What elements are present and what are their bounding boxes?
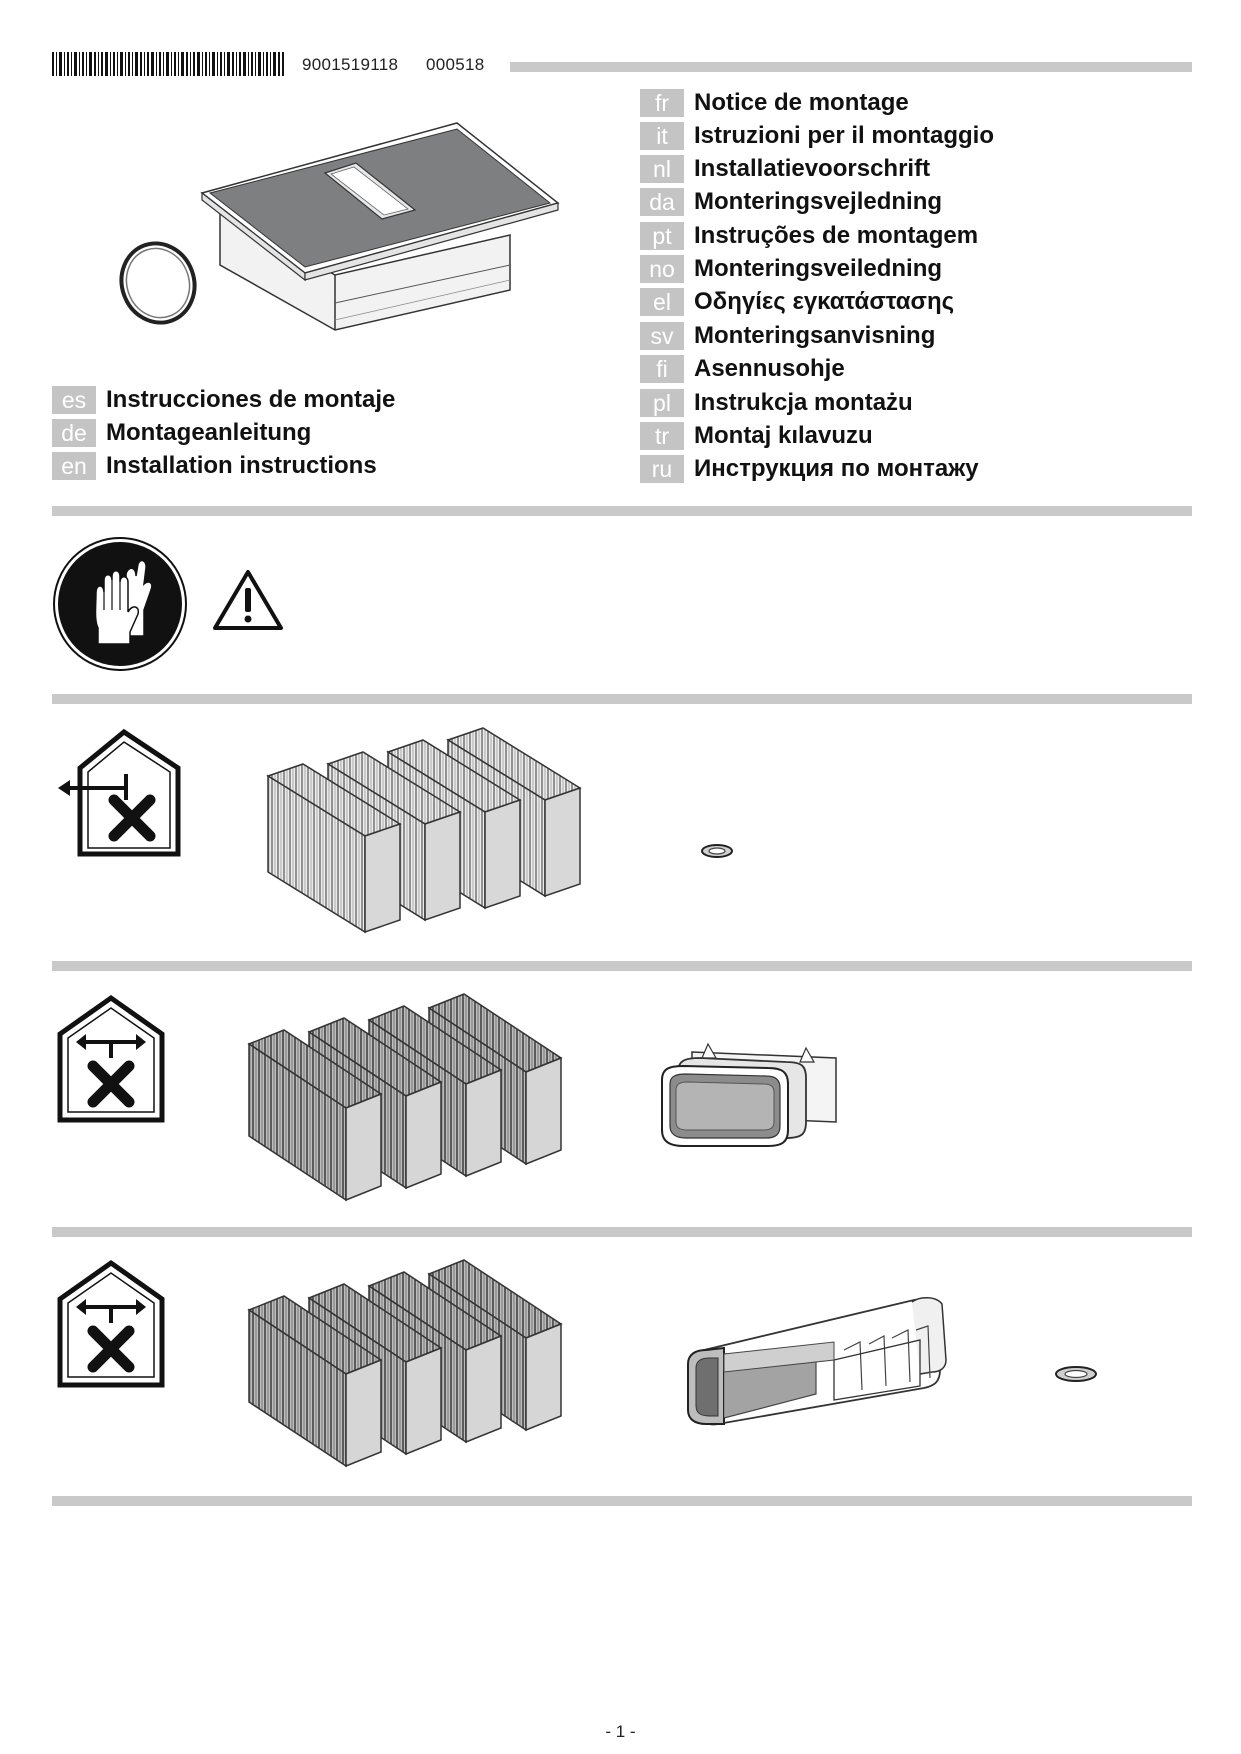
lang-row-it — [640, 122, 994, 150]
lang-code: pl — [640, 389, 684, 417]
exhaust-house-icon — [56, 1259, 166, 1389]
lang-label: Instruções de montagem — [694, 222, 979, 249]
header-rule — [510, 62, 1192, 72]
section-rule — [52, 1496, 1192, 1506]
lang-code: es — [52, 386, 96, 414]
lang-code: pt — [640, 222, 684, 250]
recirculation-house-icon — [56, 726, 186, 860]
duct-connector-illustration — [656, 1038, 846, 1158]
page-number: - 1 - — [605, 1722, 636, 1741]
lang-label: Istruzioni per il montaggio — [694, 122, 994, 149]
lang-row-en — [52, 452, 377, 480]
seal-ring-icon — [1054, 1365, 1098, 1383]
lang-label: Installatievoorschrift — [694, 155, 931, 182]
cooktop-illustration — [110, 115, 570, 345]
lang-row-nl — [640, 155, 930, 183]
lang-code: de — [52, 419, 96, 447]
article-number: 9001519118 — [302, 55, 399, 74]
lang-row-es — [52, 386, 395, 414]
lang-code: el — [640, 288, 684, 316]
lang-label: Инструкция по монтажу — [694, 455, 979, 482]
filter-set-exhaust-1 — [246, 994, 571, 1206]
lang-label: Monteringsvejledning — [694, 188, 943, 215]
lang-code: nl — [640, 155, 684, 183]
lang-label: Monteringsveiledning — [694, 255, 943, 282]
lang-code: en — [52, 452, 96, 480]
lang-row-el — [640, 288, 954, 316]
lang-row-pt — [640, 222, 978, 250]
filter-set-exhaust-2 — [246, 1260, 571, 1472]
lang-row-sv — [640, 322, 935, 350]
lang-row-ru — [640, 455, 979, 483]
barcode-icon — [52, 52, 284, 76]
lang-label: Instrucciones de montaje — [106, 386, 396, 413]
lang-label: Asennusohje — [694, 355, 845, 382]
lang-code: sv — [640, 322, 684, 350]
lang-label: Montageanleitung — [106, 419, 312, 446]
lang-row-fi — [640, 355, 845, 383]
lang-label: Installation instructions — [106, 452, 377, 479]
exhaust-house-icon — [56, 994, 166, 1124]
lang-row-da — [640, 188, 942, 216]
lang-row-tr — [640, 422, 873, 450]
section-rule — [52, 506, 1192, 516]
seal-ring-icon — [700, 843, 734, 859]
date-code: 000518 — [426, 55, 485, 74]
lang-label: Οδηγίες εγκατάστασης — [694, 288, 955, 315]
flat-duct-elbow-illustration — [684, 1290, 984, 1430]
lang-code: da — [640, 188, 684, 216]
lang-row-fr — [640, 89, 909, 117]
lang-label: Notice de montage — [694, 89, 909, 116]
lang-row-no — [640, 255, 942, 283]
filter-set-recirculation — [265, 728, 590, 938]
lang-code: it — [640, 122, 684, 150]
lang-label: Monteringsanvisning — [694, 322, 936, 349]
section-rule — [52, 961, 1192, 971]
section-rule — [52, 1227, 1192, 1237]
warning-triangle-icon — [212, 568, 284, 632]
lang-row-de — [52, 419, 311, 447]
lang-code: no — [640, 255, 684, 283]
section-rule — [52, 694, 1192, 704]
lang-label: Montaj kılavuzu — [694, 422, 873, 449]
lang-code: fr — [640, 89, 684, 117]
lang-row-pl — [640, 389, 913, 417]
lang-label: Instrukcja montażu — [694, 389, 913, 416]
wear-gloves-icon — [52, 536, 188, 672]
lang-code: tr — [640, 422, 684, 450]
lang-code: fi — [640, 355, 684, 383]
lang-code: ru — [640, 455, 684, 483]
